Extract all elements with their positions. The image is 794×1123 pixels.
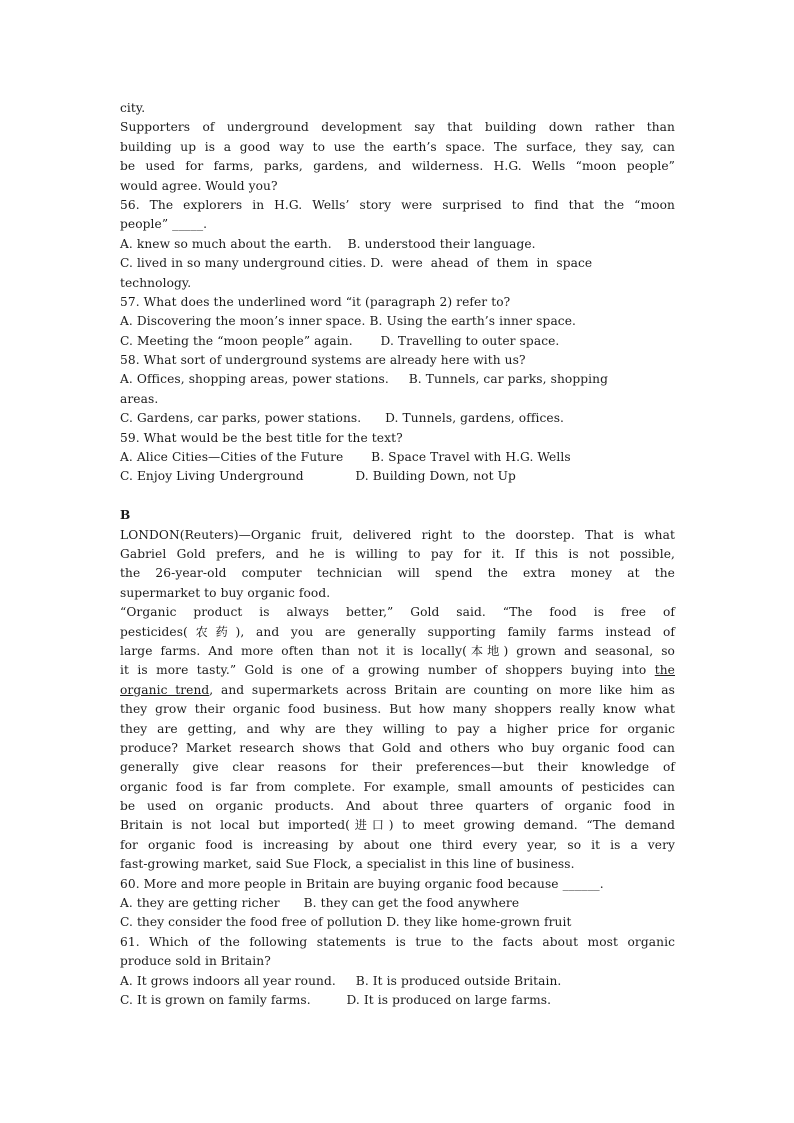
option-a: A. It grows indoors all year round. — [120, 973, 336, 988]
option-b: B. Space Travel with H.G. Wells — [371, 450, 571, 465]
passage-b-line: supermarket to buy organic food. — [120, 585, 331, 600]
passage-a-line: building up is a good way to use the earth’s space. The surface, they say, can — [120, 139, 675, 154]
passage-b-line: generally give clear reasons for their preferences—but their knowledge of — [120, 760, 675, 775]
option-a: A. Offices, shopping areas, power stations. — [120, 372, 389, 387]
passage-a-line: Supporters of underground development say that building down rather than — [120, 120, 675, 135]
passage-b-line: it is more tasty.” Gold is one of a growing number of shoppers buying into the — [120, 663, 675, 678]
option-b: B. Using the earth’s inner space. — [369, 314, 577, 329]
question-60-stem: 60. More and more people in Britain are buying organic food because ______. — [120, 876, 604, 891]
question-56-options-cd — [120, 254, 675, 273]
option-c: C. lived in so many underground cities. — [120, 256, 367, 271]
option-b-continued: areas. — [120, 391, 159, 406]
option-b: B. Tunnels, car parks, shopping — [408, 372, 608, 387]
passage-a-line: would agree. Would you? — [120, 178, 278, 193]
option-d: D. Travelling to outer space. — [380, 333, 560, 348]
option-a: A. Discovering the moon’s inner space. — [120, 314, 366, 329]
passage-b-line: the 26-year-old computer technician will spend the extra money at the — [120, 566, 675, 581]
passage-a-line: be used for farms, parks, gardens, and wilderness. H.G. Wells “moon people” — [120, 159, 675, 174]
question-56-stem: people” _____. — [120, 217, 208, 232]
passage-b-line: Britain is not local but imported(进口) to meet growing demand. “The demand — [120, 818, 675, 833]
option-d: D. Tunnels, gardens, offices. — [385, 411, 565, 426]
passage-b-line: Gabriel Gold prefers, and he is willing to pay for it. If this is not possible, — [120, 546, 675, 561]
question-56-options-ab — [120, 235, 675, 254]
passage-b-line: pesticides(农药), and you are generally supporting family farms instead of — [120, 624, 675, 639]
option-b: B. understood their language. — [347, 236, 536, 251]
question-58-options-cd — [120, 409, 675, 428]
question-60-options-ab — [120, 894, 675, 913]
question-56-stem: 56. The explorers in H.G. Wells’ story were surprised to find that the “moon — [120, 197, 675, 212]
question-61-stem: produce sold in Britain? — [120, 954, 271, 969]
passage-b-line: be used on organic products. And about three quarters of organic food in — [120, 799, 675, 814]
question-59-options-cd — [120, 467, 675, 486]
option-c: C. Gardens, car parks, power stations. — [120, 411, 362, 426]
option-d: D. they like home-grown fruit — [386, 915, 572, 930]
passage-b-line: fast-growing market, said Sue Flock, a specialist in this line of business. — [120, 857, 575, 872]
option-c: C. they consider the food free of pollution — [120, 915, 383, 930]
option-c: C. It is grown on family farms. — [120, 992, 311, 1007]
underlined-phrase: the — [654, 663, 675, 678]
question-57-stem: 57. What does the underlined word “it (paragraph 2) refer to? — [120, 294, 511, 309]
option-c: C. Enjoy Living Underground — [120, 469, 304, 484]
document-page — [120, 99, 675, 1010]
passage-b-line: LONDON(Reuters)—Organic fruit, delivered right to the doorstep. That is what — [120, 527, 675, 542]
option-b: B. It is produced outside Britain. — [355, 973, 562, 988]
question-60-options-cd — [120, 913, 675, 932]
question-58-options-ab — [120, 370, 675, 389]
question-61-stem: 61. Which of the following statements is true to the facts about most organic — [120, 934, 675, 949]
passage-b-line: for organic food is increasing by about one third every year, so it is a very — [120, 837, 675, 852]
option-a: A. they are getting richer — [120, 896, 280, 911]
passage-b-line: they grow their organic food business. But how many shoppers really know what — [120, 702, 675, 717]
passage-b-line: organic trend, and supermarkets across Britain are counting on more like him as — [120, 682, 675, 697]
passage-b-line: “Organic product is always better,” Gold said. “The food is free of — [120, 605, 675, 620]
question-61-options-ab — [120, 972, 675, 991]
underlined-phrase: organic trend — [120, 682, 210, 697]
passage-b-line: they are getting, and why are they willing to pay a higher price for organic — [120, 721, 675, 736]
question-59-stem: 59. What would be the best title for the text? — [120, 430, 403, 445]
spacer — [120, 487, 675, 506]
option-d: D. It is produced on large farms. — [346, 992, 552, 1007]
passage-b-line: large farms. And more often than not it is locally(本地) grown and seasonal, so — [120, 643, 675, 658]
question-58-stem: 58. What sort of underground systems are already here with us? — [120, 353, 526, 368]
question-57-options-ab — [120, 312, 675, 331]
option-c: C. Meeting the “moon people” again. — [120, 333, 353, 348]
option-d-continued: technology. — [120, 275, 192, 290]
option-a: A. knew so much about the earth. — [120, 236, 332, 251]
passage-b-line: produce? Market research shows that Gold and others who buy organic food can — [120, 740, 675, 755]
passage-b-line: organic food is far from complete. For example, small amounts of pesticides can — [120, 779, 675, 794]
option-b: B. they can get the food anywhere — [303, 896, 520, 911]
section-heading: B — [120, 508, 131, 523]
option-a: A. Alice Cities—Cities of the Future — [120, 450, 344, 465]
question-59-options-ab — [120, 448, 675, 467]
question-57-options-cd — [120, 332, 675, 351]
option-d: D. were ahead of them in space — [370, 256, 593, 271]
question-61-options-cd — [120, 991, 675, 1010]
passage-a-line: city. — [120, 101, 146, 115]
option-d: D. Building Down, not Up — [355, 469, 516, 484]
